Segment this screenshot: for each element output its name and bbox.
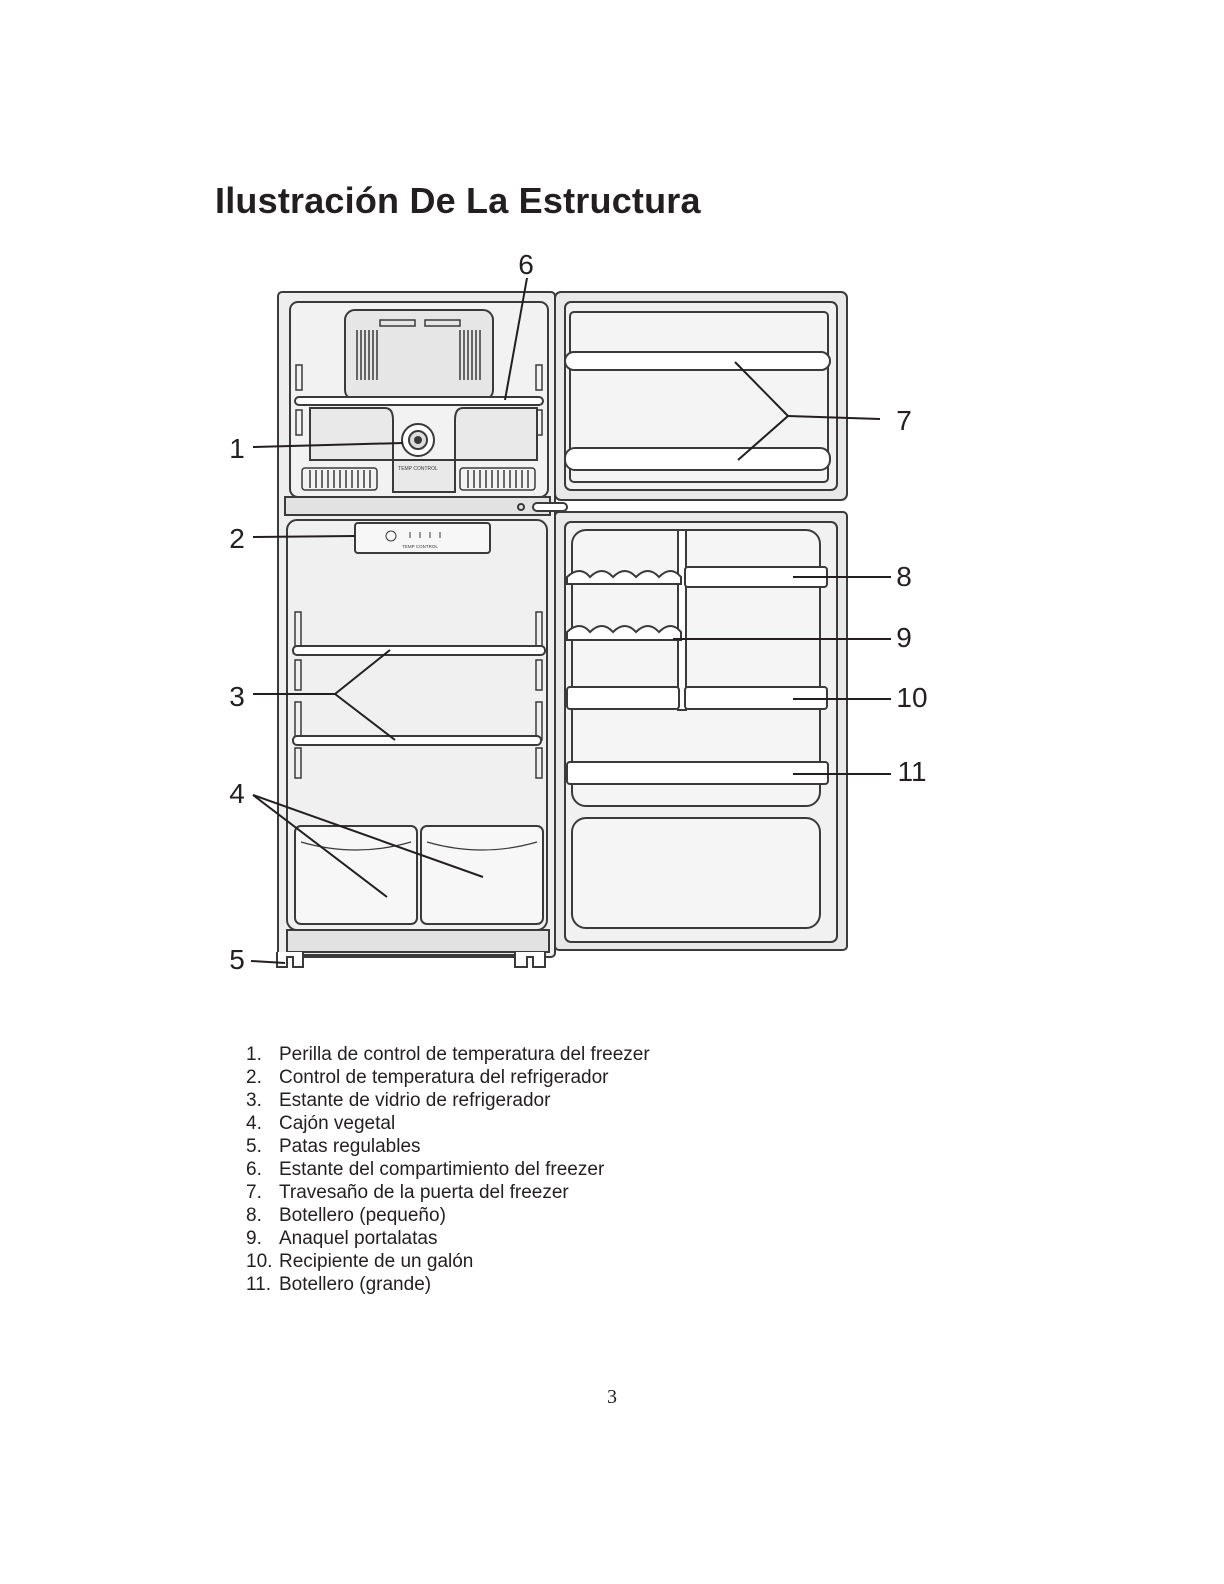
callout-5: 5 <box>229 944 245 975</box>
legend-number: 2. <box>246 1067 262 1088</box>
callout-9: 9 <box>896 622 912 653</box>
legend-text: Estante del compartimiento del freezer <box>279 1159 605 1180</box>
callout-4: 4 <box>229 778 245 809</box>
legend-item <box>246 1089 650 1112</box>
leader-2 <box>253 536 355 537</box>
callout-6: 6 <box>518 249 534 280</box>
callout-10: 10 <box>896 682 928 713</box>
refrigerator-diagram <box>215 240 955 1000</box>
glass-shelf-upper <box>293 646 545 655</box>
leveling-foot-left <box>277 952 303 967</box>
callout-2: 2 <box>229 523 245 554</box>
freezer-fan-cover <box>345 310 493 400</box>
legend-text: Anaquel portalatas <box>279 1228 438 1249</box>
leveling-foot-right <box>515 952 545 967</box>
callout-8: 8 <box>896 561 912 592</box>
gallon-bin-left <box>567 687 679 709</box>
knob-label: TEMP CONTROL <box>398 466 438 472</box>
callout-1: 1 <box>229 433 245 464</box>
legend-item <box>246 1204 650 1227</box>
legend-number: 11. <box>246 1274 272 1295</box>
can-rack-lower <box>567 626 681 640</box>
legend-item <box>246 1227 650 1250</box>
legend-item <box>246 1043 650 1066</box>
page-title: Ilustración De La Estructura <box>215 180 701 221</box>
legend-item <box>246 1273 650 1296</box>
callout-7: 7 <box>896 405 912 436</box>
legend-number: 7. <box>246 1182 262 1203</box>
panel-label: TEMP CONTROL <box>402 544 438 549</box>
legend-number: 1. <box>246 1044 262 1065</box>
legend-text: Cajón vegetal <box>279 1113 396 1134</box>
legend-text: Perilla de control de temperatura del freezer <box>279 1044 650 1065</box>
legend-item <box>246 1250 650 1273</box>
legend-number: 6. <box>246 1159 262 1180</box>
legend-text: Estante de vidrio de refrigerador <box>279 1090 551 1111</box>
callout-11: 11 <box>897 756 927 787</box>
legend-text: Patas regulables <box>279 1136 421 1157</box>
glass-shelf-lower <box>293 736 541 745</box>
legend-item <box>246 1158 650 1181</box>
freezer-door-rail-top <box>565 352 830 370</box>
legend-item <box>246 1066 650 1089</box>
legend-item <box>246 1181 650 1204</box>
callout-3: 3 <box>229 681 245 712</box>
legend-number: 8. <box>246 1205 262 1226</box>
legend-number: 9. <box>246 1228 262 1249</box>
legend-item <box>246 1112 650 1135</box>
page-number: 3 <box>607 1386 617 1408</box>
can-rack-upper <box>567 571 681 584</box>
legend-number: 4. <box>246 1113 262 1134</box>
parts-legend <box>246 1043 650 1296</box>
crisper-right <box>421 826 543 924</box>
legend-number: 3. <box>246 1090 262 1111</box>
legend-text: Botellero (grande) <box>279 1274 432 1295</box>
legend-text: Recipiente de un galón <box>279 1251 474 1272</box>
legend-text: Botellero (pequeño) <box>279 1205 446 1226</box>
legend-number: 10. <box>246 1251 273 1272</box>
legend-text: Travesaño de la puerta del freezer <box>279 1182 569 1203</box>
legend-item <box>246 1135 650 1158</box>
freezer-door-rail-bottom <box>565 448 830 470</box>
bottle-bin-large <box>567 762 828 784</box>
legend-number: 5. <box>246 1136 262 1157</box>
legend-text: Control de temperatura del refrigerador <box>279 1067 609 1088</box>
